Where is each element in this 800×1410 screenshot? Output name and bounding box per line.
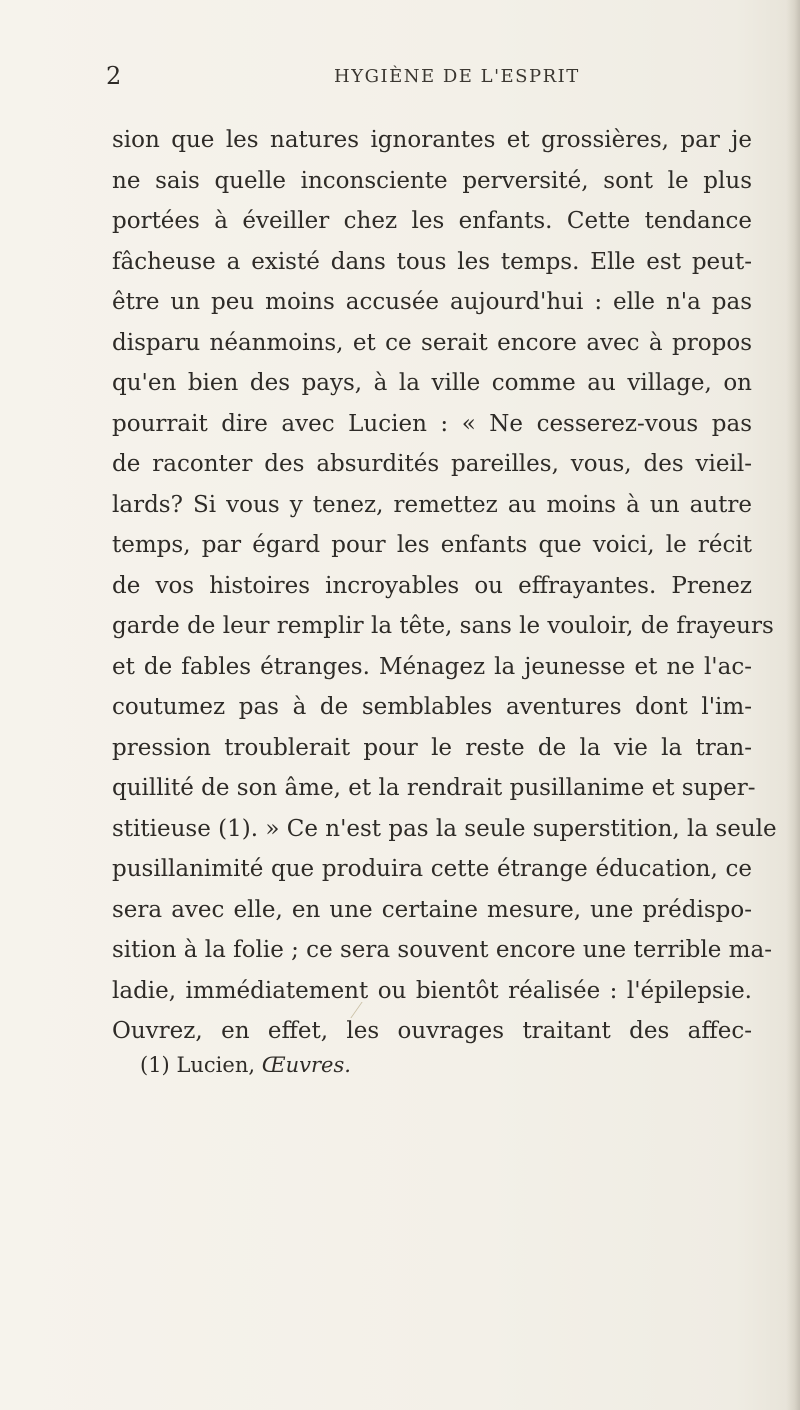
footnote bbox=[140, 1053, 351, 1077]
text-line: de vos histoires incroyables ou effrayantes. Prenez bbox=[112, 572, 752, 599]
text-line: et de fables étranges. Ménagez la jeunesse et ne l'ac- bbox=[112, 653, 752, 680]
text-line: ladie, immédiatement ou bientôt réalisée : l'épilepsie. bbox=[112, 977, 752, 1004]
page-number: 2 bbox=[106, 62, 122, 90]
text-line: temps, par égard pour les enfants que voici, le récit bbox=[112, 532, 752, 558]
text-line: pusillanimité que produira cette étrange éducation, ce bbox=[112, 856, 752, 882]
text-line: stitieuse (1). » Ce n'est pas la seule superstition, la seule bbox=[112, 815, 777, 842]
text-line: de raconter des absurdités pareilles, vous, des vieil- bbox=[112, 451, 752, 477]
text-line: ne sais quelle inconsciente perversité, sont le plus bbox=[112, 167, 752, 194]
text-line: qu'en bien des pays, à la ville comme au village, on bbox=[112, 370, 752, 396]
text-line: sera avec elle, en une certaine mesure, une prédispo- bbox=[112, 896, 752, 923]
text-line: Ouvrez, en effet, les ouvrages traitant des affec- bbox=[112, 1018, 752, 1044]
text-line: coutumez pas à de semblables aventures dont l'im- bbox=[112, 694, 752, 720]
text-line: être un peu moins accusée aujourd'hui : elle n'a pas bbox=[112, 289, 752, 315]
body-text bbox=[112, 120, 777, 1052]
text-line: pression troublerait pour le reste de la vie la tran- bbox=[112, 734, 752, 761]
footnote-marker: (1) bbox=[140, 1053, 170, 1077]
footnote-author: Lucien, bbox=[176, 1053, 256, 1077]
page-edge-shadow bbox=[786, 0, 800, 1410]
text-line: sition à la folie ; ce sera souvent encore une terrible ma- bbox=[112, 937, 772, 963]
page-header bbox=[106, 62, 746, 92]
text-line: garde de leur remplir la tête, sans le vouloir, de frayeurs bbox=[112, 613, 774, 639]
footnote-title: Œuvres. bbox=[261, 1053, 351, 1077]
text-line: portées à éveiller chez les enfants. Cette tendance bbox=[112, 208, 752, 234]
text-line: sion que les natures ignorantes et grossières, par je bbox=[112, 127, 752, 153]
text-line: lards? Si vous y tenez, remettez au moins à un autre bbox=[112, 491, 752, 518]
running-title: HYGIÈNE DE L'ESPRIT bbox=[334, 66, 580, 87]
text-line: pourrait dire avec Lucien : « Ne cesserez-vous pas bbox=[112, 410, 752, 437]
text-line: disparu néanmoins, et ce serait encore avec à propos bbox=[112, 329, 752, 356]
text-line: quillité de son âme, et la rendrait pusillanime et super- bbox=[112, 775, 756, 801]
text-line: fâcheuse a existé dans tous les temps. Elle est peut- bbox=[112, 248, 752, 275]
